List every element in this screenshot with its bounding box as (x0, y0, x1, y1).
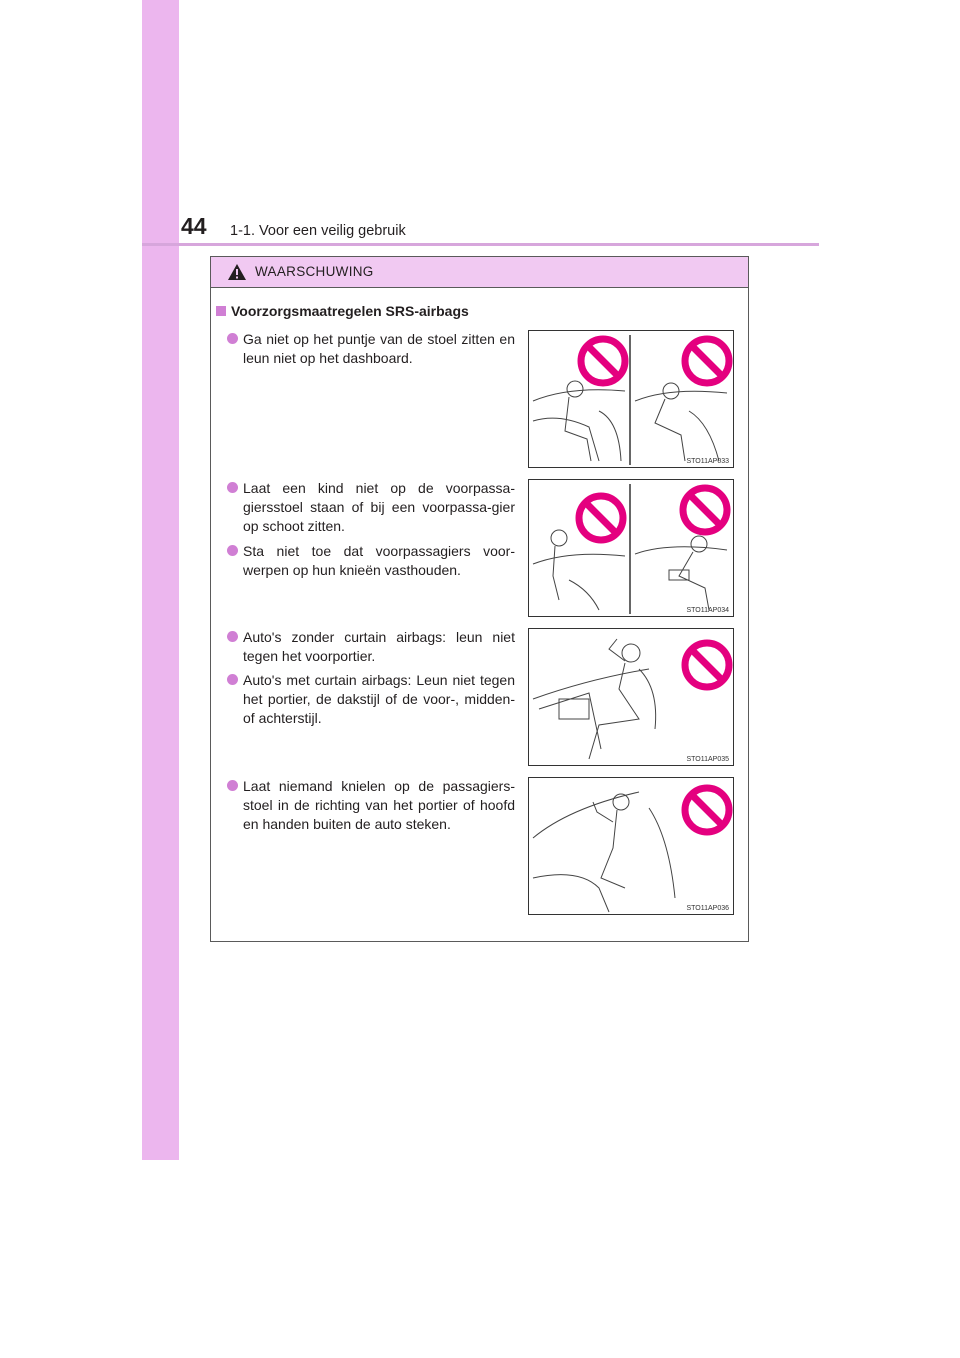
bullet-text: Auto's met curtain airbags: Leun niet tegen het portier, de dakstijl of de voor-, midden- of achterstijl. (243, 672, 515, 726)
illustration-leaning-dashboard (528, 330, 734, 468)
prohibition-icon (683, 488, 727, 532)
illustration-code: STO11AP035 (686, 756, 729, 763)
bullet-dot-icon (227, 333, 238, 344)
bullet-text: Laat niemand knielen op de passagiers-stoel in de richting van het portier of hoofd en handen buiten de auto steken. (243, 778, 515, 832)
prohibition-icon (579, 496, 623, 540)
prohibition-icon (685, 339, 729, 383)
bullet-item (227, 330, 515, 368)
prohibition-icon (581, 339, 625, 383)
warning-triangle-icon (227, 263, 247, 281)
bullet-dot-icon (227, 631, 238, 642)
prohibition-icon (685, 643, 729, 687)
illustration-leaning-door (528, 628, 734, 766)
bullet-item (227, 777, 515, 834)
prohibition-icon (685, 788, 729, 832)
illustration-code: STO11AP036 (686, 905, 729, 912)
warning-label: WAARSCHUWING (255, 264, 374, 279)
bullet-item (227, 628, 515, 666)
illustration-code: STO11AP033 (686, 458, 729, 465)
chapter-sidebar-tab (142, 0, 179, 1160)
illustration-code: STO11AP034 (686, 607, 729, 614)
page-number: 44 (181, 213, 207, 239)
sub-heading (216, 303, 469, 319)
bullet-dot-icon (227, 674, 238, 685)
section-title: 1-1. Voor een veilig gebruik (230, 223, 406, 239)
bullet-dot-icon (227, 545, 238, 556)
bullet-text: Ga niet op het puntje van de stoel zitten en leun niet op het dashboard. (243, 331, 515, 366)
illustration-child-passenger (528, 479, 734, 617)
bullet-item (227, 671, 515, 728)
warning-header (211, 257, 748, 288)
illustration-kneeling-seat (528, 777, 734, 915)
sub-heading-text: Voorzorgsmaatregelen SRS-airbags (231, 303, 469, 319)
bullet-text: Sta niet toe dat voorpassagiers voor-werpen op hun knieën vasthouden. (243, 543, 515, 578)
bullet-dot-icon (227, 482, 238, 493)
header-rule (142, 243, 819, 246)
warning-box (210, 256, 749, 942)
bullet-dot-icon (227, 780, 238, 791)
square-bullet-icon (216, 306, 226, 316)
bullet-item (227, 479, 515, 536)
bullet-item (227, 542, 515, 580)
bullet-text: Laat een kind niet op de voorpassa-giersstoel staan of bij een voorpassa-gier op schoot zitten. (243, 480, 515, 534)
bullet-text: Auto's zonder curtain airbags: leun niet tegen het voorportier. (243, 629, 515, 664)
